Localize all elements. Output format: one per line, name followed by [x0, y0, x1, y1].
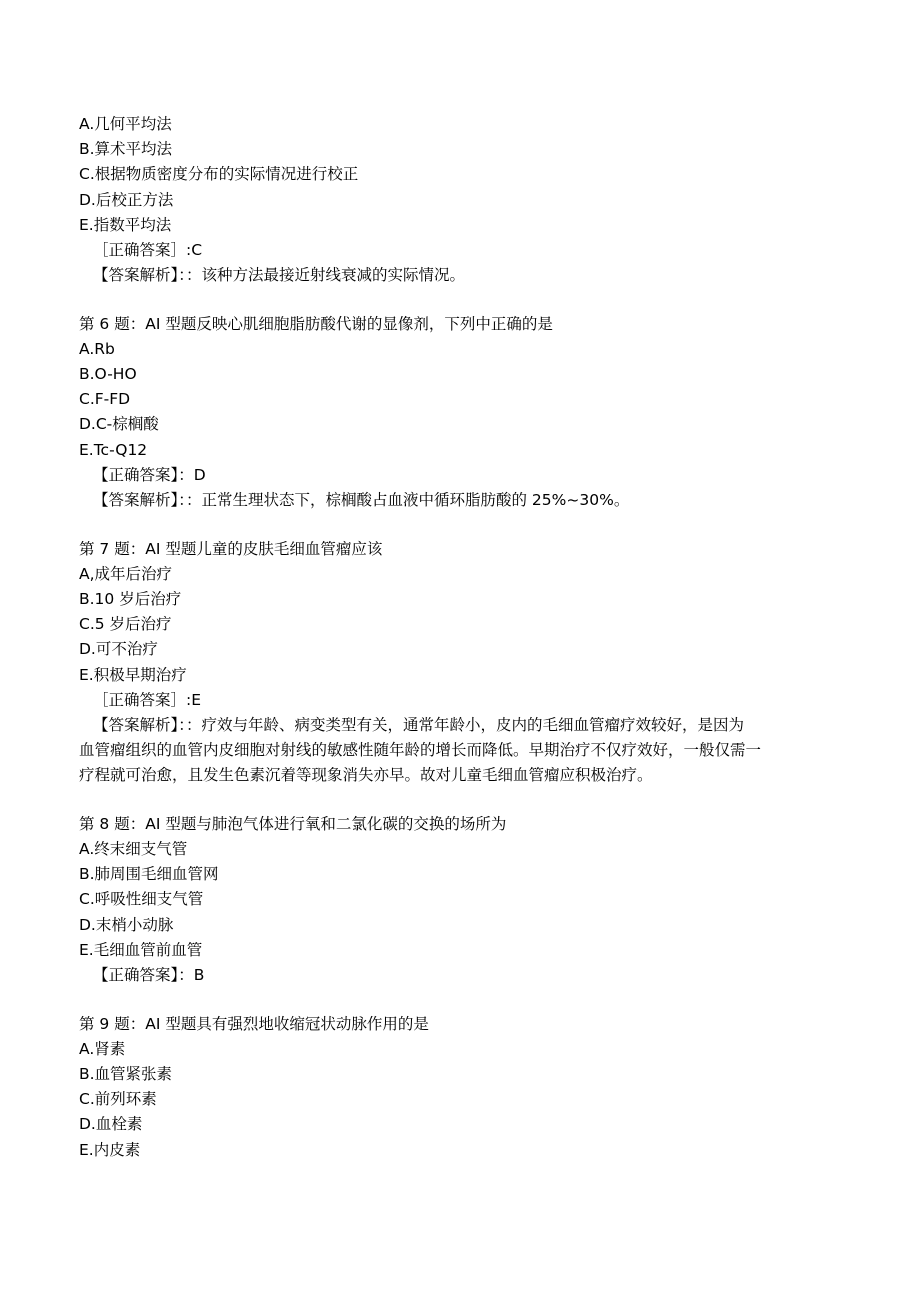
correct-answer: ［正确答案］:C	[93, 240, 203, 259]
option-b: B.10 岁后治疗	[79, 589, 182, 608]
option-b: B.血管紧张素	[79, 1064, 173, 1083]
option-e: E.指数平均法	[79, 215, 172, 234]
answer-analysis: 【答案解析】：：该种方法最接近射线衰减的实际情况。	[93, 266, 466, 285]
question-8-block	[79, 812, 849, 988]
option-c: C.前列环素	[79, 1090, 157, 1109]
option-c: C.呼吸性细支气管	[79, 890, 204, 909]
option-e: E.毛细血管前血管	[79, 940, 203, 959]
spacer	[79, 288, 849, 311]
option-d: D.C-棕榈酸	[79, 415, 159, 434]
option-c: C.根据物质密度分布的实际情况进行校正	[79, 165, 359, 184]
option-c: C.F-FD	[79, 390, 131, 409]
option-a: A.几何平均法	[79, 115, 172, 133]
option-a: A.Rb	[79, 339, 115, 358]
correct-answer: 【正确答案】：D	[93, 465, 206, 484]
option-d: D.可不治疗	[79, 640, 158, 659]
option-e: E.Tc-Q12	[79, 440, 148, 459]
spacer	[79, 788, 849, 811]
question-6-block	[79, 312, 849, 514]
correct-answer: 【正确答案】：B	[93, 965, 205, 984]
question-title: 第 7 题：AI 型题儿童的皮肤毛细血管瘤应该	[79, 539, 383, 558]
spacer	[79, 988, 849, 1011]
option-e: E.积极早期治疗	[79, 665, 187, 684]
option-a: A,成年后治疗	[79, 564, 173, 583]
option-c: C.5 岁后治疗	[79, 615, 172, 634]
option-b: B.算术平均法	[79, 140, 173, 159]
option-b: B.肺周围毛细血管网	[79, 865, 219, 884]
question-title: 第 8 题：AI 型题与肺泡气体进行氧和二氯化碳的交换的场所为	[79, 814, 507, 833]
answer-analysis-line-3: 疗程就可治愈，且发生色素沉着等现象消失亦早。故对儿童毛细血管瘤应积极治疗。	[79, 766, 653, 785]
question-5-block	[79, 112, 849, 288]
spacer	[79, 513, 849, 536]
question-9-block	[79, 1012, 849, 1163]
option-d: D.末梢小动脉	[79, 915, 174, 934]
answer-analysis-line-1: 【答案解析】：：疗效与年龄、病变类型有关，通常年龄小，皮内的毛细血管瘤疗效较好，是因为	[93, 715, 745, 734]
question-title: 第 6 题：AI 型题反映心肌细胞脂肪酸代谢的显像剂，下列中正确的是	[79, 314, 553, 333]
answer-analysis: 【答案解析】：：正常生理状态下，棕榈酸占血液中循环脂肪酸的 25%~30%。	[93, 491, 630, 510]
answer-analysis-line-2: 血管瘤组织的血管内皮细胞对射线的敏感性随年龄的增长而降低。早期治疗不仅疗效好，一般仅需一	[79, 741, 762, 760]
document-page	[79, 112, 849, 1163]
correct-answer: ［正确答案］:E	[93, 690, 202, 709]
option-b: B.O-HO	[79, 365, 137, 384]
option-a: A.终末细支气管	[79, 840, 188, 859]
option-d: D.血栓素	[79, 1115, 143, 1134]
option-d: D.后校正方法	[79, 190, 174, 209]
question-title: 第 9 题：AI 型题具有强烈地收缩冠状动脉作用的是	[79, 1014, 429, 1033]
question-7-block	[79, 537, 849, 789]
option-a: A.肾素	[79, 1039, 126, 1058]
option-e: E.内皮素	[79, 1140, 141, 1159]
